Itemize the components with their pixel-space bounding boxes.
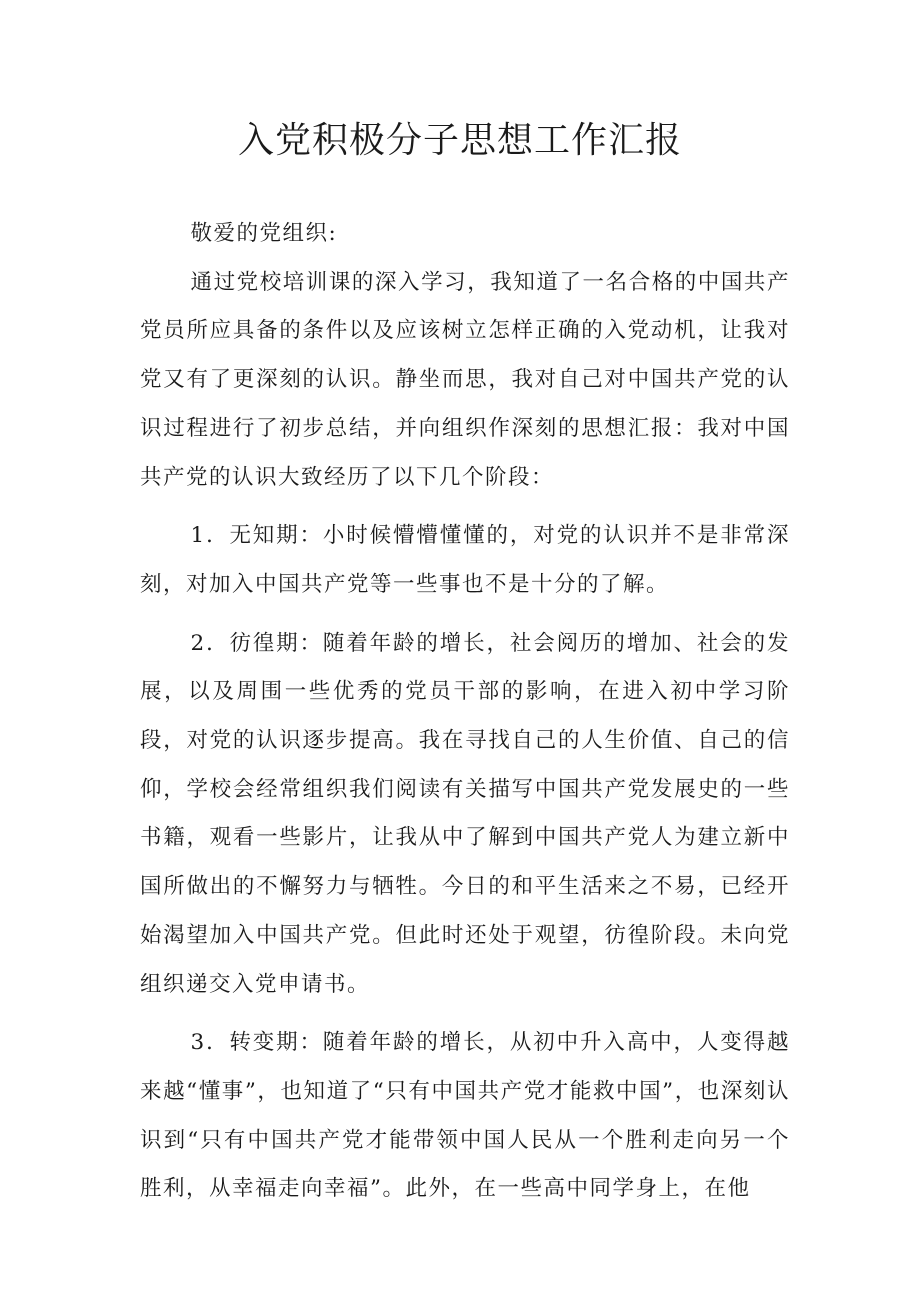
salutation: 敬爱的党组织:	[190, 221, 338, 246]
document-body	[140, 210, 790, 1214]
paragraph-stage-2: 2．彷徨期：随着年龄的增长，社会阅历的增加、社会的发展，以及周围一些优秀的党员干部的影响，在进入初中学习阶段，对党的认识逐步提高。我在寻找自己的人生价值、自己的信仰，学校会经常组织我们阅读有关描写中国共产党发展史的一些书籍，观看一些影片，让我从中了解到中国共产党人为建立新中国所做出的不懈努力与牺牲。今日的和平生活来之不易，已经开始渴望加入中国共产党。但此时还处于观望，彷徨阶段。未向党组织递交入党申请书。	[140, 630, 790, 997]
paragraph-stage-1: 1．无知期：小时候懵懵懂懂的，对党的认识并不是非常深刻，对加入中国共产党等一些事也不是十分的了解。	[140, 523, 790, 597]
paragraph-intro: 通过党校培训课的深入学习，我知道了一名合格的中国共产党员所应具备的条件以及应该树立怎样正确的入党动机，让我对党又有了更深刻的认识。静坐而思，我对自己对中国共产党的认识过程进行了初步总结，并向组织作深刻的思想汇报：我对中国共产党的认识大致经历了以下几个阶段：	[140, 269, 790, 490]
paragraph-stage-3: 3．转变期：随着年龄的增长，从初中升入高中，人变得越来越“懂事”，也知道了“只有中国共产党才能救中国”，也深刻认识到“只有中国共产党才能带领中国人民从一个胜利走向另一个胜利，从幸福走向幸福”。此外，在一些高中同学身上，在他	[140, 1030, 790, 1202]
document-title: 入党积极分子思想工作汇报	[237, 120, 682, 161]
